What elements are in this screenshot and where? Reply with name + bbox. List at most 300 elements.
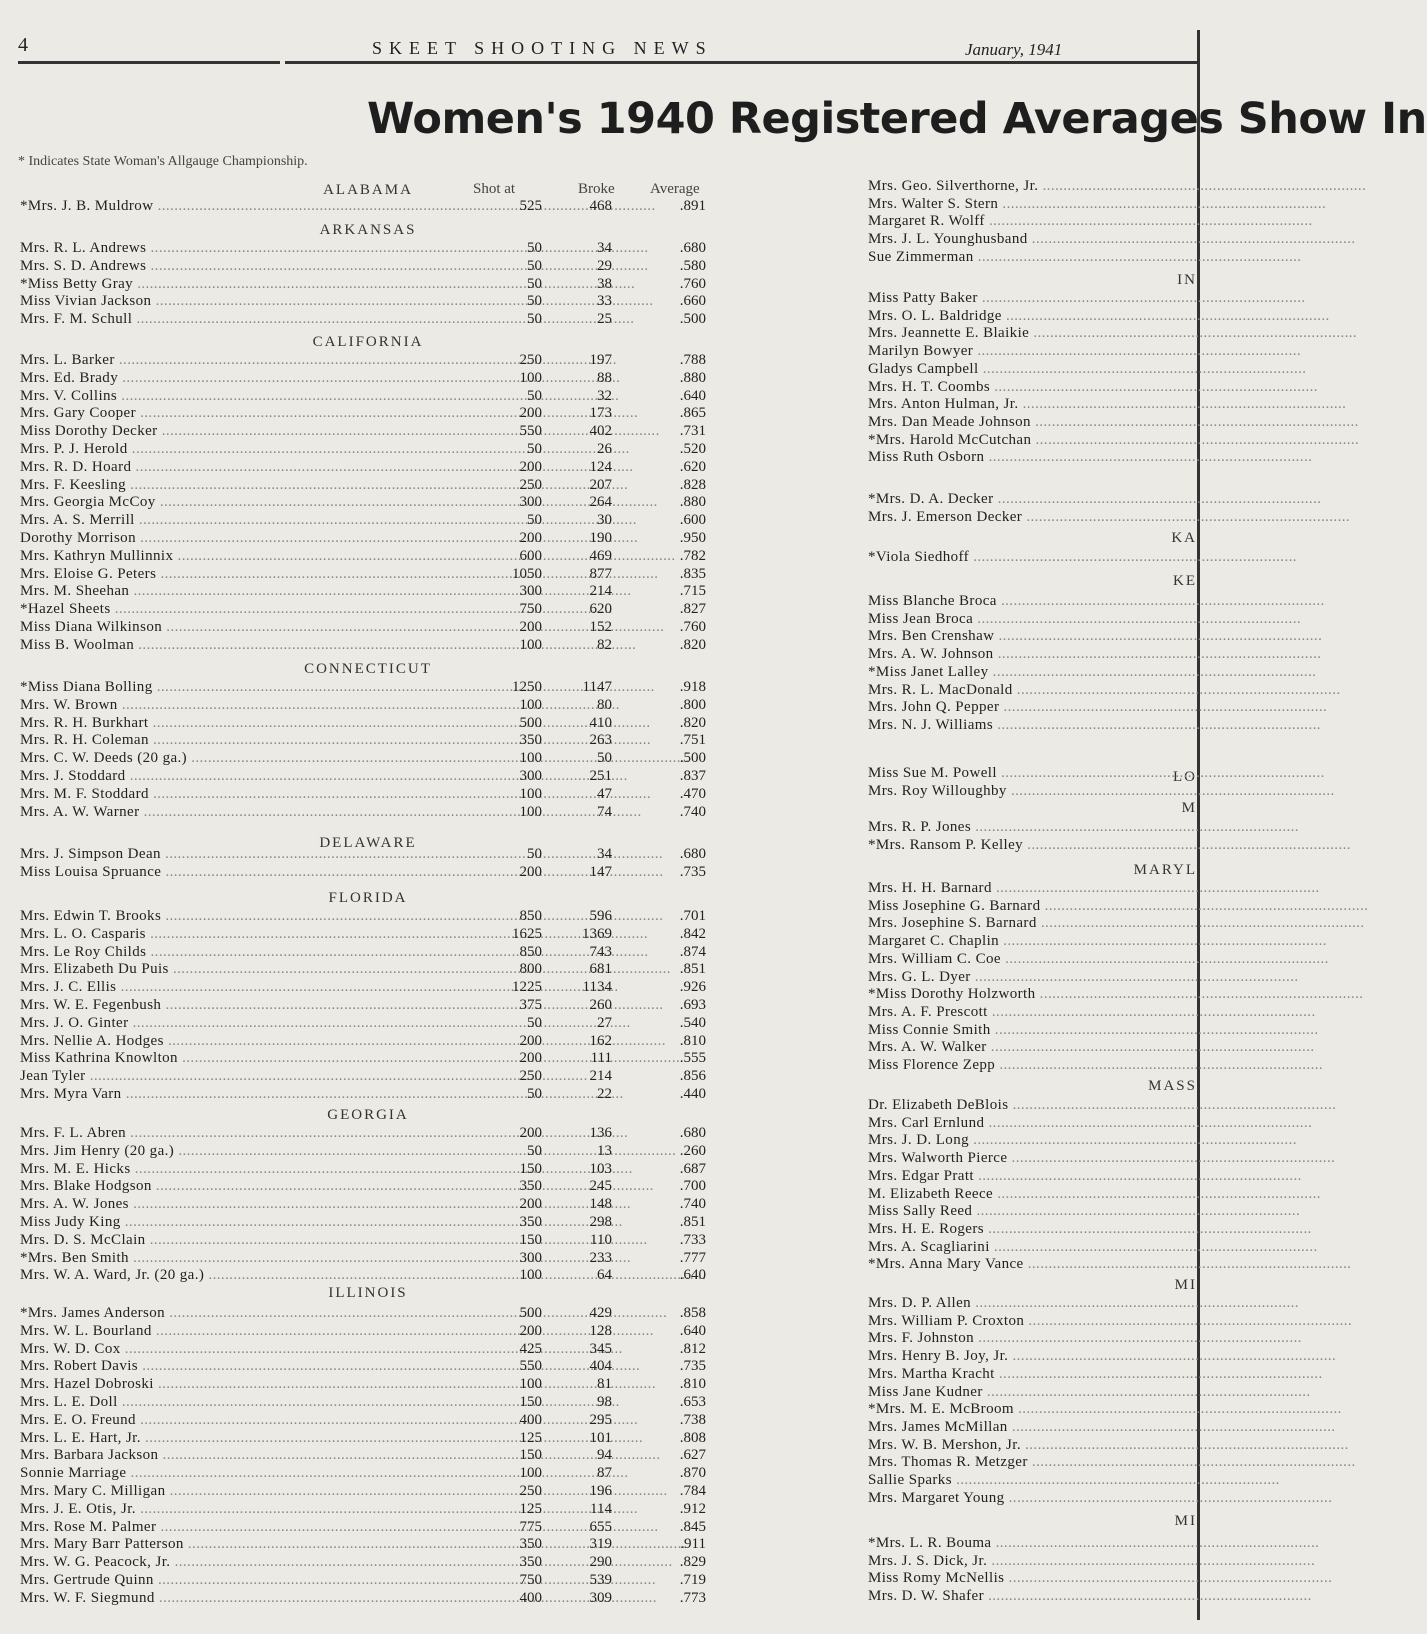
- shooter-name: Mrs. M. E. Hicks .....: [20, 1161, 472, 1178]
- broke-value: 148: [589, 1196, 612, 1213]
- shot-at-value: 550: [519, 423, 542, 440]
- shot-at-value: 1250: [512, 679, 542, 695]
- shot-at-value: 375: [519, 997, 542, 1013]
- broke-value: 101: [589, 1429, 612, 1446]
- shooter-name: Jean Tyler .....: [20, 1068, 472, 1085]
- right-shooter-name: Mrs. Martha Kracht .....: [868, 1366, 1195, 1383]
- shot-at-value: 1625: [512, 925, 542, 942]
- average-value: .829: [679, 1554, 706, 1571]
- shooter-name: Mrs. A. W. Warner .....: [20, 804, 472, 821]
- shooter-name: Mrs. Gary Cooper .....: [20, 405, 472, 422]
- average-value: .740: [679, 1196, 706, 1213]
- shot-at-value: 100: [519, 369, 542, 386]
- average-value: .912: [679, 1500, 706, 1517]
- shot-at-value: 1225: [512, 979, 542, 996]
- state-heading: GEORGIA: [327, 1107, 409, 1123]
- shot-at-value: 350: [519, 1536, 542, 1553]
- right-shooter-name: Mrs. R. P. Jones .....: [868, 819, 1195, 836]
- shot-at-value: 50: [527, 512, 542, 529]
- shooter-name: Mrs. J. C. Ellis .....: [20, 979, 472, 996]
- right-shooter-name: *Miss Dorothy Holzworth .....: [868, 986, 1195, 1003]
- right-shooter-name: Mrs. Roy Willoughby .....: [868, 783, 1195, 800]
- right-shooter-name: Margaret R. Wolff .....: [868, 213, 1195, 230]
- right-shooter-name: Mrs. J. Emerson Decker .....: [868, 509, 1195, 526]
- right-shooter-name: Miss Florence Zepp .....: [868, 1057, 1195, 1074]
- right-shooter-name: Mrs. Jeannette E. Blaikie .....: [868, 325, 1195, 342]
- average-value: .680: [679, 1125, 706, 1141]
- broke-value: 34: [597, 846, 612, 862]
- shot-at-value: 200: [519, 1322, 542, 1339]
- shooter-name: Mrs. Edwin T. Brooks .....: [20, 908, 472, 925]
- average-value: .735: [679, 1358, 706, 1375]
- broke-value: 128: [589, 1322, 612, 1339]
- championship-note: * Indicates State Woman's Allgauge Championship.: [18, 154, 308, 169]
- page-number: 4: [18, 34, 28, 56]
- average-value: .500: [679, 750, 706, 767]
- average-value: .731: [679, 423, 706, 440]
- broke-value: 1147: [582, 679, 612, 695]
- shooter-name: Mrs. J. Stoddard .....: [20, 768, 472, 785]
- broke-value: 25: [597, 311, 612, 328]
- shooter-name: Mrs. Kathryn Mullinnix .....: [20, 548, 472, 565]
- state-heading: ARKANSAS: [319, 222, 417, 238]
- shot-at-value: 500: [519, 714, 542, 731]
- broke-value: 263: [589, 732, 612, 749]
- shot-at-value: 250: [519, 476, 542, 493]
- shooter-name: Mrs. Blake Hodgson .....: [20, 1178, 472, 1195]
- broke-value: 877: [589, 565, 612, 582]
- average-value: .851: [679, 961, 706, 978]
- shot-at-value: 250: [519, 1068, 542, 1085]
- average-value: .773: [679, 1589, 706, 1606]
- shooter-name: Mrs. Hazel Dobroski .....: [20, 1376, 472, 1393]
- right-shooter-name: *Mrs. Harold McCutchan .....: [868, 432, 1195, 449]
- shot-at-value: 50: [527, 387, 542, 404]
- broke-value: 50: [597, 750, 612, 767]
- right-shooter-name: Miss Ruth Osborn .....: [868, 449, 1195, 466]
- shooter-name: Mrs. A. W. Jones .....: [20, 1196, 472, 1213]
- right-shooter-name: Mrs. H. H. Barnard .....: [868, 880, 1195, 897]
- right-shooter-name: *Mrs. L. R. Bouma .....: [868, 1535, 1195, 1552]
- broke-value: 190: [589, 530, 612, 546]
- right-shooter-name: Mrs. William P. Croxton .....: [868, 1313, 1195, 1330]
- state-heading: CONNECTICUT: [304, 661, 432, 677]
- average-value: .440: [679, 1086, 706, 1102]
- average-value: .760: [679, 619, 706, 635]
- average-value: .812: [679, 1340, 706, 1357]
- shooter-name: Mrs. Jim Henry (20 ga.) .....: [20, 1143, 472, 1160]
- shot-at-value: 50: [527, 846, 542, 862]
- shooter-name: Mrs. J. O. Ginter .....: [20, 1015, 472, 1032]
- broke-value: 214: [589, 1068, 612, 1085]
- average-value: .653: [679, 1394, 706, 1410]
- shooter-name: Mrs. L. Barker .....: [20, 352, 472, 369]
- average-value: .600: [679, 512, 706, 529]
- column-header-average: Average: [650, 181, 700, 197]
- right-shooter-name: Mrs. G. L. Dyer .....: [868, 969, 1195, 986]
- average-value: .715: [679, 583, 706, 600]
- shot-at-value: 200: [519, 405, 542, 422]
- shot-at-value: 350: [519, 732, 542, 749]
- broke-value: 147: [589, 863, 612, 880]
- broke-value: 743: [589, 943, 612, 960]
- broke-value: 13: [597, 1142, 612, 1159]
- shot-at-value: 425: [519, 1340, 542, 1357]
- shot-at-value: 250: [519, 1483, 542, 1499]
- shooter-name: Mrs. Robert Davis .....: [20, 1358, 472, 1375]
- right-shooter-name: Mrs. Ben Crenshaw .....: [868, 628, 1195, 645]
- shooter-name: Mrs. W. G. Peacock, Jr. .....: [20, 1554, 472, 1571]
- average-value: .700: [679, 1178, 706, 1195]
- shooter-name: Mrs. F. M. Schull .....: [20, 311, 472, 328]
- shooter-name: Miss Vivian Jackson .....: [20, 293, 472, 310]
- shot-at-value: 100: [519, 1465, 542, 1482]
- state-heading: CALIFORNIA: [312, 334, 424, 350]
- average-value: .788: [679, 352, 706, 368]
- broke-value: 298: [589, 1214, 612, 1230]
- shooter-name: Mrs. E. O. Freund .....: [20, 1412, 472, 1429]
- average-value: .926: [679, 979, 706, 996]
- broke-value: 33: [597, 293, 612, 310]
- broke-value: 88: [597, 369, 612, 386]
- shot-at-value: 150: [519, 1160, 542, 1177]
- state-heading: LO: [1173, 769, 1197, 785]
- shooter-name: *Miss Betty Gray .....: [20, 276, 472, 293]
- right-shooter-name: M. Elizabeth Reece .....: [868, 1186, 1195, 1203]
- shot-at-value: 550: [519, 1358, 542, 1375]
- shot-at-value: 200: [519, 1032, 542, 1049]
- average-value: .719: [679, 1572, 706, 1588]
- shot-at-value: 350: [519, 1554, 542, 1571]
- shot-at-value: 350: [519, 1178, 542, 1195]
- shooter-name: *Miss Diana Bolling .....: [20, 679, 472, 696]
- shot-at-value: 50: [527, 1086, 542, 1102]
- right-shooter-name: Mrs. J. S. Dick, Jr. .....: [868, 1553, 1195, 1570]
- shot-at-value: 50: [527, 311, 542, 328]
- broke-value: 173: [589, 405, 612, 422]
- state-heading: MASS: [1148, 1078, 1197, 1094]
- right-shooter-name: Miss Josephine G. Barnard .....: [868, 898, 1195, 915]
- issue-date: January, 1941: [965, 40, 1063, 59]
- broke-value: 80: [597, 696, 612, 713]
- right-shooter-name: Miss Jane Kudner .....: [868, 1384, 1195, 1401]
- average-value: .842: [679, 925, 706, 942]
- shooter-name: Mrs. Rose M. Palmer .....: [20, 1519, 472, 1536]
- broke-value: 309: [589, 1589, 612, 1606]
- shooter-name: Mrs. J. Simpson Dean .....: [20, 846, 472, 863]
- shooter-name: Mrs. W. L. Bourland .....: [20, 1323, 472, 1340]
- shooter-name: Mrs. Mary Barr Patterson .....: [20, 1536, 472, 1553]
- right-shooter-name: *Mrs. Ransom P. Kelley .....: [868, 837, 1195, 854]
- average-value: .680: [679, 846, 706, 862]
- average-value: .500: [679, 311, 706, 328]
- broke-value: 233: [589, 1249, 612, 1266]
- right-shooter-name: Mrs. F. Johnston .....: [868, 1330, 1195, 1347]
- broke-value: 38: [597, 275, 612, 292]
- average-value: .580: [679, 257, 706, 274]
- average-value: .820: [679, 714, 706, 731]
- shooter-name: Miss Dorothy Decker .....: [20, 423, 472, 440]
- broke-value: 29: [597, 257, 612, 274]
- average-value: .820: [679, 636, 706, 653]
- average-value: .680: [679, 240, 706, 256]
- shooter-name: *Mrs. J. B. Muldrow .....: [20, 198, 472, 215]
- shooter-name: Miss Diana Wilkinson .....: [20, 619, 472, 636]
- right-shooter-name: Mrs. D. W. Shafer .....: [868, 1588, 1195, 1605]
- broke-value: 32: [597, 387, 612, 404]
- shooter-name: Dorothy Morrison .....: [20, 530, 472, 547]
- shooter-name: Mrs. Georgia McCoy .....: [20, 494, 472, 511]
- average-value: .835: [679, 565, 706, 582]
- right-shooter-name: Miss Sally Reed .....: [868, 1203, 1195, 1220]
- shooter-name: Miss B. Woolman .....: [20, 637, 472, 654]
- shot-at-value: 50: [527, 441, 542, 457]
- shooter-name: Mrs. L. E. Hart, Jr. .....: [20, 1430, 472, 1447]
- shot-at-value: 150: [519, 1447, 542, 1464]
- shooter-name: Mrs. Gertrude Quinn .....: [20, 1572, 472, 1589]
- right-shooter-name: *Viola Siedhoff .....: [868, 549, 1195, 566]
- shooter-name: *Mrs. Ben Smith .....: [20, 1250, 472, 1267]
- shooter-name: Mrs. Mary C. Milligan .....: [20, 1483, 472, 1500]
- column-header-shot-at: Shot at: [473, 181, 516, 197]
- shot-at-value: 300: [519, 583, 542, 600]
- header-rule-left: [18, 61, 280, 64]
- broke-value: 290: [589, 1554, 612, 1571]
- average-value: .760: [679, 275, 706, 292]
- average-value: .808: [679, 1429, 706, 1446]
- right-shooter-name: Mrs. Walworth Pierce .....: [868, 1150, 1195, 1167]
- state-heading: M: [1181, 800, 1197, 816]
- shot-at-value: 50: [527, 1014, 542, 1031]
- broke-value: 620: [589, 601, 612, 618]
- average-value: .891: [679, 198, 706, 214]
- publication-title: SKEET SHOOTING NEWS: [372, 38, 713, 58]
- broke-value: 404: [589, 1358, 612, 1375]
- average-value: .784: [679, 1483, 706, 1499]
- average-value: .470: [679, 785, 706, 802]
- shot-at-value: 800: [519, 961, 542, 978]
- average-value: .738: [679, 1411, 706, 1428]
- right-shooter-name: Gladys Campbell .....: [868, 361, 1195, 378]
- right-shooter-name: Mrs. John Q. Pepper .....: [868, 699, 1195, 716]
- average-value: .733: [679, 1231, 706, 1248]
- state-heading: ILLINOIS: [328, 1285, 408, 1301]
- right-shooter-name: Mrs. D. P. Allen .....: [868, 1295, 1195, 1312]
- right-shooter-name: Sue Zimmerman .....: [868, 249, 1195, 266]
- broke-value: 98: [597, 1394, 612, 1410]
- shooter-name: Mrs. R. L. Andrews .....: [20, 240, 472, 257]
- broke-value: 655: [589, 1518, 612, 1535]
- shot-at-value: 150: [519, 1231, 542, 1248]
- shooter-name: Mrs. W. F. Siegmund .....: [20, 1590, 472, 1607]
- right-shooter-name: Mrs. Anton Hulman, Jr. .....: [868, 396, 1195, 413]
- broke-value: 64: [597, 1267, 612, 1284]
- shot-at-value: 400: [519, 1411, 542, 1428]
- broke-value: 681: [589, 961, 612, 978]
- right-shooter-name: Margaret C. Chaplin .....: [868, 933, 1195, 950]
- average-value: .950: [679, 530, 706, 546]
- state-heading: KA: [1171, 530, 1197, 546]
- broke-value: 81: [597, 1376, 612, 1393]
- broke-value: 22: [597, 1086, 612, 1102]
- average-value: .751: [679, 732, 706, 749]
- page-header: [0, 0, 1200, 64]
- shooter-name: Mrs. W. D. Cox .....: [20, 1341, 472, 1358]
- shooter-name: Mrs. V. Collins .....: [20, 388, 472, 405]
- shot-at-value: 750: [519, 601, 542, 618]
- shooter-name: Mrs. W. Brown .....: [20, 697, 472, 714]
- shot-at-value: 50: [527, 257, 542, 274]
- shooter-name: Miss Judy King .....: [20, 1214, 472, 1231]
- broke-value: 469: [589, 547, 612, 564]
- average-value: .640: [679, 1267, 706, 1284]
- shooter-name: Sonnie Marriage .....: [20, 1465, 472, 1482]
- broke-value: 214: [589, 583, 612, 600]
- shot-at-value: 125: [519, 1500, 542, 1517]
- right-shooter-name: Mrs. J. D. Long .....: [868, 1132, 1195, 1149]
- right-shooter-name: Mrs. H. E. Rogers .....: [868, 1221, 1195, 1238]
- right-shooter-name: Mrs. A. W. Walker .....: [868, 1039, 1195, 1056]
- broke-value: 30: [597, 512, 612, 529]
- shot-at-value: 100: [519, 1267, 542, 1284]
- right-shooter-name: Mrs. O. L. Baldridge .....: [868, 308, 1195, 325]
- shooter-name: Mrs. R. H. Coleman .....: [20, 732, 472, 749]
- broke-value: 74: [597, 803, 612, 820]
- average-value: .865: [679, 405, 706, 422]
- right-shooter-name: Mrs. Edgar Pratt .....: [868, 1168, 1195, 1185]
- shot-at-value: 400: [519, 1589, 542, 1606]
- shooter-name: Mrs. Le Roy Childs .....: [20, 944, 472, 961]
- right-shooter-name: Mrs. Margaret Young .....: [868, 1490, 1195, 1507]
- average-value: .735: [679, 863, 706, 880]
- right-shooter-name: Mrs. Walter S. Stern .....: [868, 196, 1195, 213]
- shot-at-value: 525: [519, 198, 542, 214]
- shot-at-value: 125: [519, 1429, 542, 1446]
- state-heading: DELAWARE: [319, 835, 417, 851]
- shooter-name: *Hazel Sheets .....: [20, 601, 472, 618]
- shot-at-value: 100: [519, 750, 542, 767]
- right-shooter-name: *Mrs. D. A. Decker .....: [868, 491, 1195, 508]
- right-shooter-name: Miss Sue M. Powell .....: [868, 765, 1195, 782]
- broke-value: 251: [589, 768, 612, 784]
- average-value: .827: [679, 601, 706, 618]
- average-value: .880: [679, 494, 706, 511]
- broke-value: 47: [597, 785, 612, 802]
- average-value: .911: [680, 1536, 706, 1553]
- shooter-name: Mrs. M. F. Stoddard .....: [20, 786, 472, 803]
- shot-at-value: 850: [519, 943, 542, 960]
- broke-value: 1369: [582, 925, 612, 942]
- right-shooter-name: Mrs. A. F. Prescott .....: [868, 1004, 1195, 1021]
- shot-at-value: 100: [519, 1376, 542, 1393]
- broke-value: 34: [597, 240, 612, 256]
- shooter-name: Mrs. P. J. Herold .....: [20, 441, 472, 458]
- average-value: .782: [679, 547, 706, 564]
- average-value: .260: [679, 1142, 706, 1159]
- average-value: .874: [679, 943, 706, 960]
- right-shooter-name: *Mrs. M. E. McBroom .....: [868, 1401, 1195, 1418]
- shooter-name: Mrs. Barbara Jackson .....: [20, 1447, 472, 1464]
- shot-at-value: 300: [519, 768, 542, 784]
- shot-at-value: 50: [527, 293, 542, 310]
- average-value: .701: [679, 908, 706, 924]
- broke-value: 410: [589, 714, 612, 731]
- shot-at-value: 775: [519, 1518, 542, 1535]
- shot-at-value: 100: [519, 696, 542, 713]
- broke-value: 468: [589, 198, 612, 214]
- average-value: .740: [679, 803, 706, 820]
- broke-value: 136: [589, 1125, 612, 1141]
- broke-value: 245: [589, 1178, 612, 1195]
- broke-value: 260: [589, 997, 612, 1013]
- broke-value: 87: [597, 1465, 612, 1482]
- right-shooter-name: Mrs. W. B. Mershon, Jr. .....: [868, 1437, 1195, 1454]
- right-shooter-name: Dr. Elizabeth DeBlois .....: [868, 1097, 1195, 1114]
- shot-at-value: 200: [519, 1125, 542, 1141]
- shot-at-value: 200: [519, 530, 542, 546]
- average-value: .555: [679, 1050, 706, 1067]
- broke-value: 94: [597, 1447, 612, 1464]
- broke-value: 110: [590, 1231, 612, 1248]
- shot-at-value: 250: [519, 352, 542, 368]
- average-value: .845: [679, 1518, 706, 1535]
- right-shooter-name: Mrs. Henry B. Joy, Jr. .....: [868, 1348, 1195, 1365]
- right-shooter-name: Marilyn Bowyer .....: [868, 343, 1195, 360]
- average-value: .870: [679, 1465, 706, 1482]
- broke-value: 539: [589, 1572, 612, 1588]
- right-shooter-name: Mrs. Thomas R. Metzger .....: [868, 1454, 1195, 1471]
- broke-value: 295: [589, 1411, 612, 1428]
- right-shooter-name: Mrs. H. T. Coombs .....: [868, 379, 1195, 396]
- shooter-name: Mrs. Elizabeth Du Puis .....: [20, 961, 472, 978]
- broke-value: 345: [589, 1340, 612, 1357]
- shooter-name: Mrs. J. E. Otis, Jr. .....: [20, 1501, 472, 1518]
- state-heading: MARYL: [1133, 862, 1197, 878]
- state-heading: IN: [1177, 272, 1197, 288]
- state-heading: MI: [1174, 1513, 1197, 1529]
- broke-value: 196: [589, 1483, 612, 1499]
- shot-at-value: 100: [519, 803, 542, 820]
- average-value: .800: [679, 696, 706, 713]
- shooter-name: Mrs. Eloise G. Peters .....: [20, 566, 472, 583]
- right-shooter-name: Miss Blanche Broca .....: [868, 593, 1195, 610]
- average-value: .880: [679, 369, 706, 386]
- average-value: .777: [679, 1249, 706, 1266]
- broke-value: 82: [597, 636, 612, 653]
- shooter-name: *Mrs. James Anderson .....: [20, 1305, 472, 1322]
- broke-value: 114: [590, 1500, 612, 1517]
- headline: Women's 1940 Registered Averages Show In: [367, 94, 1427, 144]
- shot-at-value: 150: [519, 1394, 542, 1410]
- right-shooter-name: Mrs. A. W. Johnson .....: [868, 646, 1195, 663]
- shot-at-value: 850: [519, 908, 542, 924]
- right-shooter-name: Mrs. James McMillan .....: [868, 1419, 1195, 1436]
- broke-value: 1134: [582, 979, 612, 996]
- average-value: .627: [679, 1447, 706, 1464]
- broke-value: 402: [589, 423, 612, 440]
- shot-at-value: 200: [519, 1196, 542, 1213]
- average-value: .851: [679, 1214, 706, 1230]
- shot-at-value: 350: [519, 1214, 542, 1230]
- average-value: .810: [679, 1376, 706, 1393]
- right-shooter-name: Mrs. Carl Ernlund .....: [868, 1115, 1195, 1132]
- shooter-name: Mrs. S. D. Andrews .....: [20, 258, 472, 275]
- average-value: .540: [679, 1014, 706, 1031]
- average-value: .640: [679, 1322, 706, 1339]
- shooter-name: Mrs. C. W. Deeds (20 ga.) .....: [20, 750, 472, 767]
- shooter-name: Mrs. Nellie A. Hodges .....: [20, 1033, 472, 1050]
- right-shooter-name: Mrs. J. L. Younghusband .....: [868, 231, 1195, 248]
